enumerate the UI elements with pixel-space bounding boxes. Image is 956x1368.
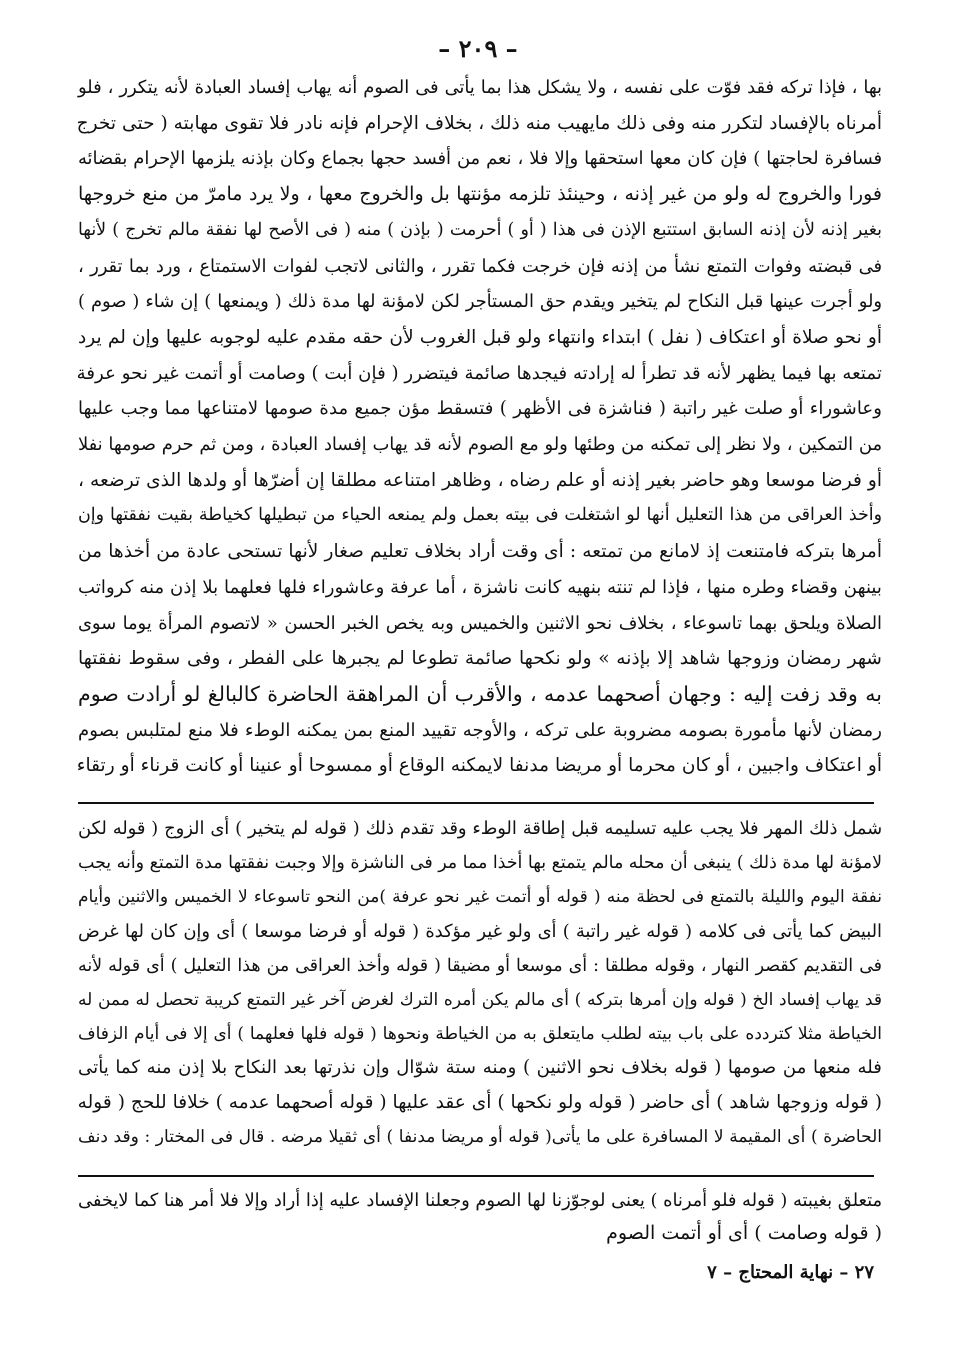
main-line: أمرها بتركه فامتنعت إذ لامانع من تمتعه : أى وقت أراد بخلاف تعليم صغار لأنها تستحى عادة من أخذها من	[78, 541, 882, 563]
main-line: وعاشوراء أو صلت غير راتبة ( فناشزة فى الأظهر ) فتسقط مؤن جميع مدة صومها لامتناعها مما وجب عليها	[78, 398, 882, 420]
main-line: أو فرضا موسعا وهو حاضر بغير إذنه أو علم رضاه ، وظاهر امتناعه مطلقا إن أضرّها أو ولدها الذى ترضعه ،	[78, 469, 882, 491]
note-line: فى التقديم كقصر النهار ، وقوله مطلقا : أى موسعا أو مضيقا ( قوله وأخذ العراقى من هذا التعليل ) أى قوله لأنه	[78, 955, 882, 976]
main-line: وأخذ العراقى من هذا التعليل أنها لو اشتغلت فى بيته بعمل ولم يمنعه الحياء من تبطيلها كخياطة بقيت نفقتها وإن	[78, 505, 882, 526]
main-line: فى قبضته وفوات التمتع نشأ من إذنه فإن خرجت فكما تقرر ، والثانى لاتجب لفوات الاستمتاع ، ورد بما تقرر ،	[78, 255, 882, 277]
main-line: بغير إذنه لأن إذنه السابق استتبع الإذن فى هذا ( أو ) أحرمت ( بإذن ) منه ( فى الأصح لها نفقة مالم تخرج ) لأنها	[78, 219, 882, 240]
margin-notes	[78, 812, 882, 1154]
main-line: تمتعه بها فيما يظهر لأنه قد تطرأ له إرادته فيجدها صائمة فيتضرر ( فإن أبت ) وصامت أو أتمت غير نحو عرفة	[76, 362, 882, 384]
note-line: البيض كما يأتى فى كلامه ( قوله غير راتبة ) أى ولو غير مؤكدة ( قوله أو فرضا موسعا ) أى وإن كان لها غرض	[78, 920, 882, 942]
note-line: الحاضرة ) أى المقيمة لا المسافرة على ما يأتى( قوله أو مريضا مدنفا ) أى ثقيلا مرضه . قال فى المختار : وقد دنف	[78, 1126, 882, 1147]
main-line: بها ، فإذا تركه فقد فوّت على نفسه ، ولا يشكل هذا بما يأتى فى الصوم أنه يهاب إفساد العبادة لأنه يتكرر ، فلو	[78, 77, 882, 98]
note-line: نفقة اليوم والليلة بالتمتع فى لحظة منه ( قوله أو أتمت غير نحو عرفة )من النحو تاسوعاء لا الخميس والاثنين وأيام	[78, 887, 882, 908]
main-line: أو نحو صلاة أو اعتكاف ( نفل ) ابتداء وانتهاء ولو قبل الغروب لأن حقه مقدم عليه لوجوبه عليها وإن لم يرد	[78, 326, 882, 348]
main-line: فورا والخروج له ولو من غير إذنه ، وحينئذ تلزمه مؤنتها بل والخروج معها ، ولا يرد مامرّ من منع خروجها	[78, 183, 882, 206]
signature-footer: ٢٧ – نهاية المحتاج – ٧	[707, 1262, 874, 1283]
main-line: به وقد زفت إليه : وجهان أصحهما عدمه ، والأقرب أن المراهقة الحاضرة كالبالغ لو أرادت صوم	[78, 681, 882, 706]
main-line: من التمكين ، ولا نظر إلى تمكنه من وطئها ولو مع الصوم لأنه قد يهاب إفساد العبادة ، ومن ثم حرم صومها نفلا	[78, 434, 882, 456]
note-line: قد يهاب إفساد الخ ( قوله وإن أمرها بتركه ) أى مالم يكن أمره الترك لغرض آخر غير التمتع كريبة تحصل له ممن له	[78, 990, 882, 1011]
note-line: شمل ذلك المهر فلا يجب عليه تسليمه قبل إطاقة الوطء وقد تقدم ذلك ( قوله لم يتخير ) أى الزوج ( قوله لكن	[78, 818, 882, 839]
page-number: – ٢٠٩ –	[438, 34, 518, 63]
note-line: ( قوله وصامت ) أى أو أتمت الصوم	[606, 1222, 882, 1244]
secondary-notes	[78, 1185, 882, 1249]
separator-rule	[78, 802, 874, 804]
main-line: فسافرة لحاجتها ) فإن كان معها استحقها وإلا فلا ، نعم من أفسد حجها بجماع وكان بإذنه يلزمها الإحرام بقضائه	[78, 148, 882, 170]
main-text	[78, 70, 882, 784]
main-line: شهر رمضان وزوجها شاهد إلا بإذنه » ولو نكحها صائمة تطوعا لم يجبرها على الفطر ، وفى سقوط نفقتها	[78, 648, 882, 670]
note-line: الخياطة مثلا كتردده على باب بيته لطلب مايتعلق به من الخياطة ونحوها ( قوله فلها فعلهما ) أى إلا فى أيام الزفاف	[78, 1024, 882, 1045]
main-line: أو اعتكاف واجبين ، أو كان محرما أو مريضا مدنفا لايمكنه الوقاع أو ممسوحا أو عنينا أو كانت قرناء أو رتقاء	[76, 755, 882, 777]
main-line: بينهن وقضاء وطره منها ، فإذا لم تنته بنهيه كانت ناشزة ، أما عرفة وعاشوراء فلها فعلهما بلا إذن منه كرواتب	[78, 576, 882, 598]
main-line: أمرناه بالإفساد لتكرر منه وفى ذلك مايهيب منه ذلك ، بخلاف الإحرام فإنه نادر فلا تقوى مهابته ( حتى تخرج	[76, 112, 882, 134]
note-line: ( قوله وزوجها شاهد ) أى حاضر ( قوله ولو نكحها ) أى عقد عليها ( قوله أصحهما عدمه ) خلافا للحج ( قوله	[77, 1091, 882, 1113]
note-line: فله منعها من صومها ( قوله بخلاف نحو الاثنين ) ومنه ستة شوّال وإن نذرتها بعد النكاح بلا إذن منه كما يأتى	[78, 1057, 882, 1079]
main-line: ولو أجرت عينها قبل النكاح لم يتخير ويقدم حق المستأجر لكن لامؤنة لها مدة ذلك ( ويمنعها ) إن شاء ( صوم )	[78, 291, 882, 313]
note-line: متعلق بغيبته ( قوله فلو أمرناه ) يعنى لوجوّزنا لها الصوم وجعلنا الإفساد عليه إذا أراد وإلا فلا أمر هنا كما لايخفى	[78, 1190, 882, 1211]
main-line: رمضان لأنها مأمورة بصومه مضروبة على تركه ، والأوجه تقييد المنع بمن يمكنه الوطء فلا منع لمتلبس بصوم	[78, 719, 882, 741]
separator-rule	[78, 1175, 874, 1177]
note-line: لامؤنة لها مدة ذلك ) ينبغى أن محله مالم يتمتع بها أخذا مما مر فى الناشزة وإلا وجبت نفقتها مدة التمتع وأنه يجب	[78, 853, 882, 874]
main-line: الصلاة ويلحق بهما تاسوعاء ، بخلاف نحو الاثنين والخميس وبه يخص الخبر الحسن « لاتصوم المرأة يوما سوى	[78, 612, 882, 634]
